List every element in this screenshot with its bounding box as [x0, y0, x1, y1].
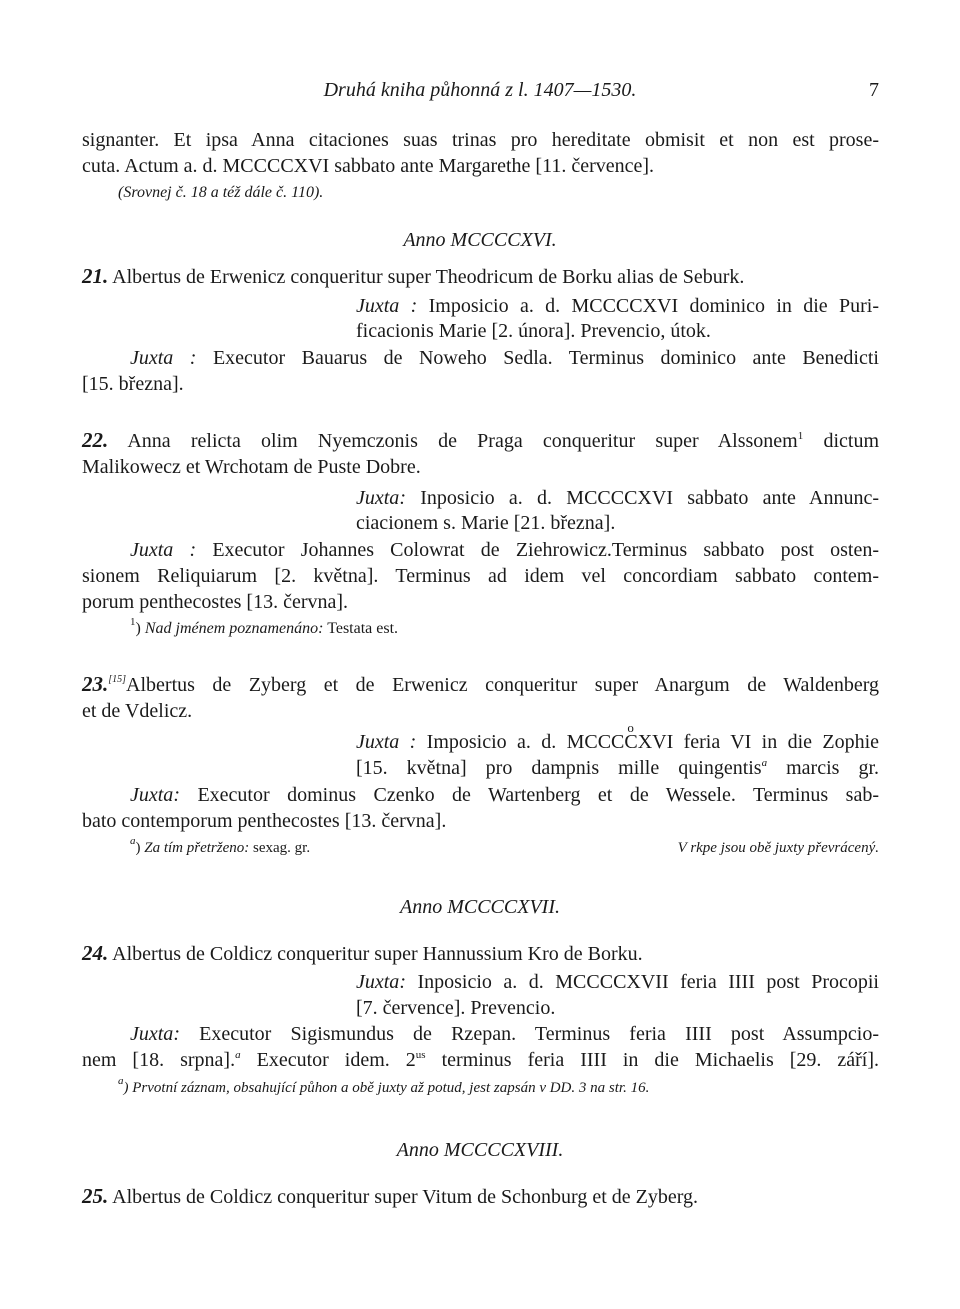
entry-24-juxta-1-line-1: Juxta: Inposicio a. d. MCCCCXVII feria IIII post Procopii [356, 971, 879, 993]
juxta-text: terminus feria IIII in die Michaelis [29. září]. [441, 1049, 880, 1071]
entry-23-juxta-1-line-2 [356, 756, 879, 780]
entry-text: Albertus de Coldicz conqueritur super Hannussium Kro de Borku. [112, 943, 643, 965]
footnote-ref: a [235, 1049, 241, 1061]
juxta-text: marcis gr. [786, 757, 880, 779]
entry-22-line-2: Malikowecz et Wrchotam de Puste Dobre. [82, 456, 421, 478]
entry-24-juxta-2-line-1: Juxta: Executor Sigismundus de Rzepan. Terminus feria IIII post Assumpcio- [130, 1023, 879, 1045]
intro-line-2: cuta. Actum a. d. MCCCCXVI sabbato ante Margarethe [11. července]. [82, 155, 655, 177]
page-number: 7 [869, 79, 879, 101]
entry-22-juxta-1-line-2: ciacionem s. Marie [21. března]. [356, 512, 616, 534]
entry-24-juxta-1-line-2: [7. července]. Prevencio. [356, 997, 556, 1019]
entry-23-juxta-1-line-1: Juxta : Imposicio a. d. MCCCC o XVI feria VI in die Zophie [356, 730, 879, 754]
footnote-text: Prvotní záznam, obsahující půhon a obě juxty až potud, jest zapsán v DD. 3 na str. 16. [132, 1080, 650, 1096]
juxta-text: Inposicio a. d. MCCCCXVII feria IIII post Procopii [417, 971, 879, 993]
juxta-label: Juxta [130, 784, 174, 806]
footnote-note-right: V rkpe jsou obě juxty převrácený. [677, 840, 879, 856]
entry-21-juxta-2-line-2: [15. března]. [82, 373, 184, 395]
entry-number: 22. [82, 428, 109, 452]
juxta-label: Juxta [356, 731, 400, 753]
juxta-text: Executor Sigismundus de Rzepan. Terminus feria IIII post Assumpcio- [199, 1023, 879, 1045]
entry-21-juxta-2-line-1: Juxta : Executor Bauarus de Noweho Sedla. Terminus dominico ante Benedicti [130, 347, 879, 369]
footnote-mark: a [130, 835, 136, 847]
juxta-text: XVI feria VI in die Zophie [637, 731, 879, 753]
entry-number: 21. [82, 264, 109, 288]
entry-text: Albertus de Coldicz conqueritur super Vitum de Schonburg et de Zyberg. [112, 1186, 699, 1208]
entry-24-line-1 [82, 941, 643, 966]
footnote-mark: 1 [130, 616, 136, 628]
entry-22-line-1 [82, 428, 879, 453]
juxta-label: Juxta [356, 295, 400, 317]
entry-24-juxta-2-line-2 [82, 1048, 879, 1072]
entry-23-line-2: et de Vdelicz. [82, 700, 193, 722]
entry-22-juxta-2-line-3: porum penthecostes [13. června]. [82, 591, 349, 613]
entry-text: Albertus de Erwenicz conqueritur super Theodricum de Borku alias de Seburk. [112, 266, 745, 288]
intro-crossref-note: (Srovnej č. 18 a též dále č. 110). [118, 184, 324, 201]
entry-21-line-1 [82, 264, 744, 289]
intro-line-1: signanter. Et ipsa Anna citaciones suas trinas pro hereditate obmisit et non est prose- [82, 129, 879, 151]
entry-text: Albertus de Zyberg et de Erwenicz conqueritur super Anargum de Waldenberg [126, 674, 879, 696]
juxta-text: nem [18. srpna]. [82, 1049, 236, 1071]
footnote-text: Nad jménem poznamenáno: [144, 620, 324, 637]
corrected-letter [624, 720, 638, 754]
entry-23-line-1 [82, 672, 879, 697]
juxta-text: Executor dominus Czenko de Wartenberg et de Wessele. Terminus sab- [197, 784, 879, 806]
entry-22-juxta-2-line-1: Juxta : Executor Johannes Colowrat de Ziehrowicz.Terminus sabbato post osten- [130, 539, 879, 561]
juxta-text: Imposicio a. d. MCCCCXVI dominico in die Puri- [428, 295, 879, 317]
entry-number: 23. [82, 672, 109, 696]
juxta-text: Executor Johannes Colowrat de Ziehrowicz.Terminus sabbato post osten- [212, 539, 879, 561]
footnote-mark: a [118, 1075, 124, 1087]
year-heading-1416: Anno MCCCCXVI. [403, 229, 557, 251]
footnote-a-23: $^a$) Za tím přetrženo: sexag. gr. [130, 835, 311, 856]
juxta-label: Juxta [130, 539, 174, 561]
entry-21-juxta-1-line-1: Juxta : Imposicio a. d. MCCCCXVI dominico in die Puri- [356, 295, 879, 317]
juxta-label: Juxta [130, 347, 174, 369]
juxta-text: Imposicio a. d. MCCC [426, 731, 625, 753]
footnote-ref: a [761, 757, 768, 769]
footnote-1: $^1$) Nad jménem poznamenáno: Testata est. [130, 616, 399, 637]
superscript-o: o [627, 720, 634, 735]
footnote-a-24: $^a$) Prvotní záznam, obsahující půhon a obě juxty až potud, jest zapsán v DD. 3 na str. 16. [118, 1075, 650, 1096]
entry-22-juxta-1-line-1: Juxta: Inposicio a. d. MCCCCXVI sabbato ante Annunc- [356, 487, 880, 509]
entry-22-juxta-2-line-2: sionem Reliquiarum [2. května]. Terminus ad idem vel concordiam sabbato contem- [82, 565, 879, 587]
entry-number: 25. [82, 1184, 109, 1208]
entry-23-juxta-2-line-2: bato contemporum penthecostes [13. června]. [82, 810, 447, 832]
year-heading-1417: Anno MCCCCXVII. [400, 896, 560, 918]
juxta-label: Juxta [130, 1023, 174, 1045]
juxta-text: Executor Bauarus de Noweho Sedla. Terminus dominico ante Benedicti [212, 347, 879, 369]
entry-23-juxta-2-line-1: Juxta: Executor dominus Czenko de Wartenberg et de Wessele. Terminus sab- [130, 784, 879, 806]
juxta-label: Juxta [356, 971, 400, 993]
entry-number: 24. [82, 941, 109, 965]
footnote-text: Testata est. [327, 620, 399, 637]
entry-text: Anna relicta olim Nyemczonis de Praga conqueritur super Alssonem [127, 430, 798, 452]
letter-c: C [624, 731, 638, 753]
entry-text: dictum [823, 430, 880, 452]
entry-21-juxta-1-line-2: ficacionis Marie [2. února]. Prevencio, útok. [356, 320, 711, 342]
year-heading-1418: Anno MCCCCXVIII. [396, 1139, 564, 1161]
juxta-text: [15. května] pro dampnis mille quingentis [356, 757, 762, 779]
footnote-ref: 1 [797, 430, 804, 442]
juxta-text: Executor idem. 2 [256, 1049, 416, 1071]
superscript-us: us [415, 1049, 426, 1061]
footnote-text: sexag. gr. [253, 840, 311, 856]
entry-25-line-1 [82, 1184, 698, 1209]
footnote-text: Za tím přetrženo: [144, 840, 250, 856]
juxta-text: Inposicio a. d. MCCCCXVI sabbato ante Annunc- [420, 487, 880, 509]
running-header-title: Druhá kniha půhonná z l. 1407—1530. [323, 79, 637, 101]
source-folio-ref: [15] [108, 674, 127, 685]
juxta-label: Juxta [356, 487, 400, 509]
